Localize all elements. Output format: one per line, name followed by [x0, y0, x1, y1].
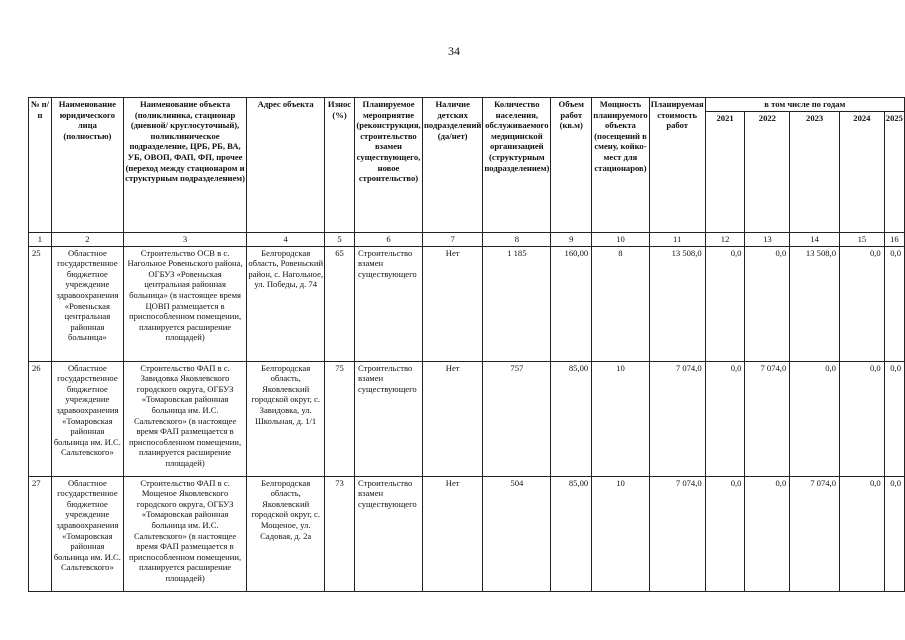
- cell-capacity: 10: [592, 476, 650, 591]
- header-year-2024: 2024: [839, 111, 884, 232]
- cell-address: Белгородская область, Ровеньский район, с. Нагольное, ул. Победы, д. 74: [247, 246, 325, 361]
- cell-volume: 160,00: [551, 246, 592, 361]
- column-number: 6: [355, 232, 423, 246]
- column-number: 16: [884, 232, 904, 246]
- cell-year-2024: 0,0: [839, 246, 884, 361]
- header-wear: Износ (%): [325, 98, 355, 233]
- header-planned-cost: Планируемая стоимость работ: [649, 98, 705, 233]
- column-number: 1: [29, 232, 52, 246]
- column-number: 4: [247, 232, 325, 246]
- table-row: [29, 476, 905, 591]
- header-year-2021: 2021: [705, 111, 745, 232]
- cell-capacity: 10: [592, 361, 650, 476]
- column-number: 9: [551, 232, 592, 246]
- cell-address: Белгородская область, Яковлевский городской округ, с. Мощеное, ул. Садовая, д. 2а: [247, 476, 325, 591]
- cell-object-name: Строительство ФАП в с. Мощеное Яковлевского городского округа, ОГБУЗ «Томаровская районная больница им. И.С. Сальтевского» (в настоящее время ФАП размещается в приспособленном помещении, планируется расширение площадей): [123, 476, 246, 591]
- cell-year-2023: 13 508,0: [790, 246, 840, 361]
- header-year-2022: 2022: [745, 111, 790, 232]
- column-number: 14: [790, 232, 840, 246]
- cell-children-units: Нет: [422, 361, 482, 476]
- column-number: 12: [705, 232, 745, 246]
- cell-year-2021: 0,0: [705, 246, 745, 361]
- header-year-2023: 2023: [790, 111, 840, 232]
- cell-year-2023: 0,0: [790, 361, 840, 476]
- header-years-group: в том числе по годам: [705, 98, 904, 112]
- cell-year-2022: 0,0: [745, 246, 790, 361]
- column-number: 10: [592, 232, 650, 246]
- cell-planned-cost: 13 508,0: [649, 246, 705, 361]
- cell-year-2025: 0,0: [884, 476, 904, 591]
- column-number: 7: [422, 232, 482, 246]
- cell-planned-activity: Строительство взамен существующего: [355, 361, 423, 476]
- cell-wear: 65: [325, 246, 355, 361]
- column-number: 3: [123, 232, 246, 246]
- header-num: № п/п: [29, 98, 52, 233]
- cell-legal-entity: Областное государственное бюджетное учреждение здравоохранения «Томаровская районная больница им. И.С. Сальтевского»: [51, 476, 123, 591]
- cell-address: Белгородская область, Яковлевский городской округ, с. Завидовка, ул. Школьная, д. 1/1: [247, 361, 325, 476]
- cell-planned-cost: 7 074,0: [649, 361, 705, 476]
- cell-year-2022: 0,0: [745, 476, 790, 591]
- page-number: 34: [448, 44, 460, 58]
- cell-planned-cost: 7 074,0: [649, 476, 705, 591]
- header-year-2025: 2025: [884, 111, 904, 232]
- header-address: Адрес объекта: [247, 98, 325, 233]
- header-population: Количество населения, обслуживаемого медицинской организацией (структурным подразделением): [483, 98, 551, 233]
- cell-volume: 85,00: [551, 361, 592, 476]
- cell-legal-entity: Областное государственное бюджетное учреждение здравоохранения «Ровеньская центральная районная больница»: [51, 246, 123, 361]
- cell-children-units: Нет: [422, 246, 482, 361]
- cell-capacity: 8: [592, 246, 650, 361]
- cell-num: 27: [29, 476, 52, 591]
- cell-legal-entity: Областное государственное бюджетное учреждение здравоохранения «Томаровская районная больница им. И.С. Сальтевского»: [51, 361, 123, 476]
- cell-population: 504: [483, 476, 551, 591]
- cell-wear: 75: [325, 361, 355, 476]
- column-number: 5: [325, 232, 355, 246]
- column-number: 13: [745, 232, 790, 246]
- cell-planned-activity: Строительство взамен существующего: [355, 476, 423, 591]
- cell-planned-activity: Строительство взамен существующего: [355, 246, 423, 361]
- cell-num: 25: [29, 246, 52, 361]
- cell-year-2025: 0,0: [884, 246, 904, 361]
- header-capacity: Мощность планируемого объекта (посещений в смену, койко-мест для стационаров): [592, 98, 650, 233]
- cell-children-units: Нет: [422, 476, 482, 591]
- table-row: [29, 361, 905, 476]
- cell-population: 757: [483, 361, 551, 476]
- cell-year-2025: 0,0: [884, 361, 904, 476]
- column-number: 11: [649, 232, 705, 246]
- cell-year-2021: 0,0: [705, 476, 745, 591]
- cell-year-2021: 0,0: [705, 361, 745, 476]
- column-number: 2: [51, 232, 123, 246]
- cell-year-2023: 7 074,0: [790, 476, 840, 591]
- cell-year-2022: 7 074,0: [745, 361, 790, 476]
- cell-object-name: Строительство ФАП в с. Завидовка Яковлевского городского округа, ОГБУЗ «Томаровская районная больница им. И.С. Сальтевского» (в настоящее время ФАП размещается в приспособленном помещении, планируется расширение площадей): [123, 361, 246, 476]
- header-legal-entity: Наименование юридического лица (полностью): [51, 98, 123, 233]
- header-children-units: Наличие детских подразделений (да/нет): [422, 98, 482, 233]
- header-planned-activity: Планируемое мероприятие (реконструкция, строительство взамен существующего, новое строительство): [355, 98, 423, 233]
- data-table: [28, 97, 905, 592]
- cell-num: 26: [29, 361, 52, 476]
- header-volume: Объем работ (кв.м): [551, 98, 592, 233]
- cell-volume: 85,00: [551, 476, 592, 591]
- cell-object-name: Строительство ОСВ в с. Нагольное Ровеньского района, ОГБУЗ «Ровеньская центральная районная больница» (в настоящее время ЦОВП размещается в приспособленном помещении, планируется расширение площадей): [123, 246, 246, 361]
- table-row: [29, 246, 905, 361]
- cell-wear: 73: [325, 476, 355, 591]
- column-number: 15: [839, 232, 884, 246]
- cell-population: 1 185: [483, 246, 551, 361]
- column-number: 8: [483, 232, 551, 246]
- cell-year-2024: 0,0: [839, 476, 884, 591]
- cell-year-2024: 0,0: [839, 361, 884, 476]
- header-object-name: Наименование объекта (поликлиника, стационар (дневной/ круглосуточный), поликлиническое подразделение, ЦРБ, РБ, ВА, УБ, ОВОП, ФАП, ФП, прочее (переход между стационаром и структурным подразделением): [123, 98, 246, 233]
